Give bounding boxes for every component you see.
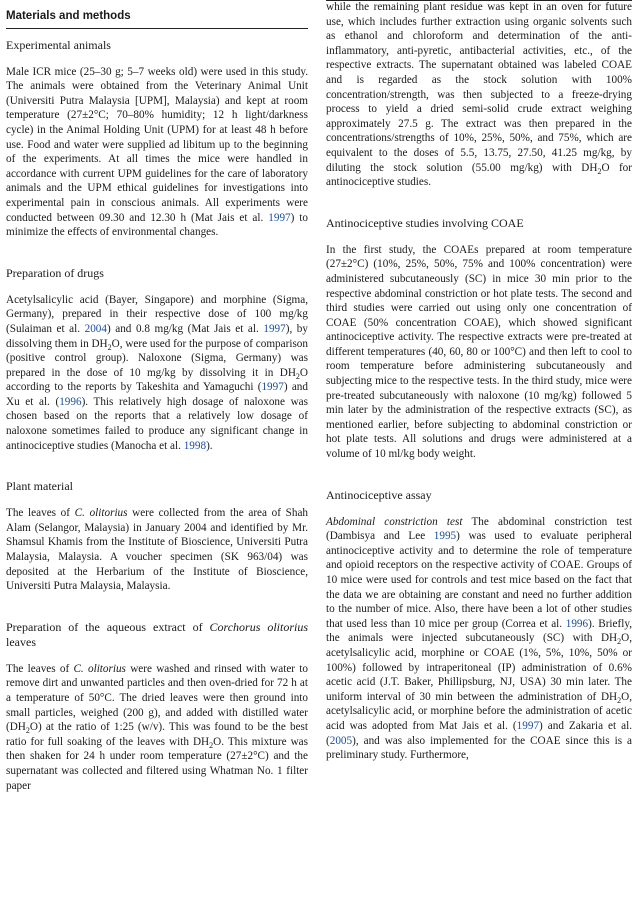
left-column [6,0,308,793]
citation-link[interactable]: 1997 [516,719,540,732]
text: ) and 0.8 mg/kg (Mat Jais et al. [106,322,264,335]
subsection-title-plant-material: Plant material [6,479,73,494]
text: ), and was also implemented for the COAE since this is a preliminary study. Furthermore, [326,734,632,762]
species-name: C. olitorius [73,662,126,675]
subscript: 2 [209,741,214,751]
text: ). This relatively high dosage of naloxone was chosen based on the reports that a relatively low dosage of naloxone sometimes failed to produce any significant change in antinociceptive studies (Manocha et al. [6,395,308,452]
text: O according to the reports by Takeshita and Yamaguchi ( [6,366,308,394]
subsection-title-antinociceptive-assay: Antinociceptive assay [326,487,432,502]
citation-link[interactable]: 1998 [183,439,207,452]
text: O, acetylsalicylic acid, morphine or COAE (1%, 5%, 10%, 50% or 100%) followed by intraperitoneal (IP) administration of 0.6% acetic acid (J.T. Baker, Phillipsburg, NJ, USA) 30 min later. The uniform interval of 30 min between the administration of DH [326,632,632,703]
text: O, acetylsalicylic acid, or morphine before the administration of acetic acid was adopted from Mat Jais et al. ( [326,690,632,732]
text: Preparation of the aqueous extract of [6,619,210,634]
citation-link[interactable]: 1997 [261,381,284,394]
text: O) at the ratio of 1:25 (w/v). This was found to be the best ratio for full soaking of the leaves with DH [6,721,308,748]
subsection-title-preparation-drugs: Preparation of drugs [6,265,104,280]
paragraph-extract-continued [326,0,632,190]
subsection-title-experimental-animals: Experimental animals [6,37,111,52]
citation-link[interactable]: 1995 [433,530,457,543]
text: ). Briefly, the animals were injected subcutaneously (SC) with DH [326,617,633,645]
citation-link[interactable]: 1996 [565,617,589,630]
text: O, were used for the purpose of comparison (positive control group). Naloxone (Sigma, Germany) was prepared in the dose of 10 mg/kg by dissolving it in DH [6,337,308,379]
text: ), by dissolving them in DH [6,322,308,350]
text: ) was used to evaluate peripheral antinociceptive activity and to determine the role of temperature and opioid receptors on the respective activity of COAE. Groups of 10 mice were used for controls and test mice based on the fact that the data we are obtaining are constant and need no further addition to the number of mice. Also, there have been a lot of other studies that used less than 10 mice per group (Correa et al. [326,530,632,630]
subscript: 2 [295,371,300,381]
text: The abdominal constriction test (Dambisya and Lee [326,515,632,543]
citation-link[interactable]: 2005 [329,734,353,747]
citation-link[interactable]: 2004 [84,322,107,335]
paragraph-antinociceptive-studies [326,243,632,462]
subscript: 2 [597,166,602,176]
paragraph-preparation-drugs [6,293,308,454]
text: while the remaining plant residue was kept in an oven for future use, which includes further extraction using organic solvents such as ethanol and chloroform and determination of the anti-inflammatory, anti-pyretic, antibacterial activities, etc., of the respective extracts. The supernatant obtained was labeled COAE and is regarded as the stock solution with 100% concentration/strength, was then subjected to a freeze-drying process to yield a dried semi-solid crude extract weighing approximately 27.5 g. The extract was then prepared in the concentrations/strengths of 10%, 25%, 50%, and 75%, which are equivalent to the doses of 5.5, 13.75, 27.50, 41.25 mg/kg, by diluting the stock solution (55.00 mg/kg) with DH [326,1,632,174]
text: ) to minimize the effects of environmental changes. [6,211,308,239]
text: The leaves of [6,662,74,675]
subsection-title-aqueous-extract [6,620,308,650]
species-name: C. olitorius [74,507,128,520]
text: were collected from the area of Shah Alam (Selangor, Malaysia) in January 2004 and identified by Mr. Shamsul Khamis from the Institute of Bioscience, Universiti Putra Malaysia, Malaysia. A voucher specimen (SK 963/04) was deposited at the Herbarium of the Institute of Bioscience, Universiti Putra Malaysia, Malaysia. [6,507,309,593]
text: O for antinociceptive studies. [326,161,632,189]
paragraph-plant-material [6,506,308,594]
citation-link[interactable]: 1996 [59,395,82,408]
text: ) and Xu et al. ( [6,381,308,408]
citation-link[interactable]: 1997 [268,211,291,224]
subscript: 2 [25,726,30,736]
text: ). [206,439,213,452]
paragraph-abdominal-constriction [326,515,632,763]
text: Male ICR mice (25–30 g; 5–7 weeks old) were used in this study. The animals were obtained from the Veterinary Animal Unit (Universiti Putra Malaysia [UPM], Malaysia) and kept at room temperature (27±2°C; 70–80% humidity; 12 h light/darkness cycle) in the Animal Holding Unit (UPM) for at least 48 h before use. Food and water were supplied ad libitum up to the beginning of the experiments. At all times the mice were handled in accordance with current UPM guidelines for the care of laboratory animals and the UPM ethical guidelines for investigations into experimental pain in conscious animals. All experiments were conducted between 09.30 and 12.30 h (Mat Jais et al. [6,65,308,224]
citation-link[interactable]: 1997 [263,322,286,335]
text: In the first study, the COAEs prepared at room temperature (27±2°C) (10%, 25%, 50%, 75% and 100% concentration) were administered subcutaneously (SC) in mice 30 min prior to the respective abdominal constriction or hot plate tests. The second and third studies were carried out using only one concentration of COAE (50% concentration COAE), which showed significant antinociceptive activity. The respective extracts were pre-treated at different temperatures (40, 60, 80 or 100°C) and then left to cool to room temperature before administering subcutaneously and subjecting mice to the respective tests. In the third study, mice were pre-treated subcutaneously with naloxone (10 mg/kg) followed 5 min later by the administration of the respective extracts (SC), as mentioned earlier, before subjecting to abdominal constriction or hot plate tests. All solutions and drugs were administered at a volume of 10 ml/kg body weight. [326,243,632,461]
subscript: 2 [617,695,622,705]
subscript: 2 [107,342,112,352]
paragraph-experimental-animals [6,65,308,240]
text: Acetylsalicylic acid (Bayer, Singapore) and morphine (Sigma, Germany), prepared in their respective dose of 100 mg/kg (Sulaiman et al. [6,293,308,335]
subsection-title-antinociceptive-studies: Antinociceptive studies involving COAE [326,215,524,230]
right-column [326,0,632,763]
text: ) and Zakaria et al. ( [326,719,633,747]
section-heading-materials-methods: Materials and methods [6,10,131,22]
text: O. This mixture was then shaken for 24 h under room temperature (27±2°C) and the supernatant was collected and filtered using Whatman No. 1 filter paper [6,735,308,792]
subscript: 2 [617,637,622,647]
species-name: Corchorus olitorius [209,619,308,634]
text: The leaves of [6,507,75,520]
paragraph-aqueous-extract [6,662,308,793]
text: were washed and rinsed with water to remove dirt and unwanted particles and then oven-dried for 72 h at a temperature of 50°C. The dried leaves were then ground into small particles, weighed (200 g), and added with distilled water (DH [6,662,308,734]
run-in-heading: Abdominal constriction test [326,515,463,528]
text: leaves [6,634,36,649]
